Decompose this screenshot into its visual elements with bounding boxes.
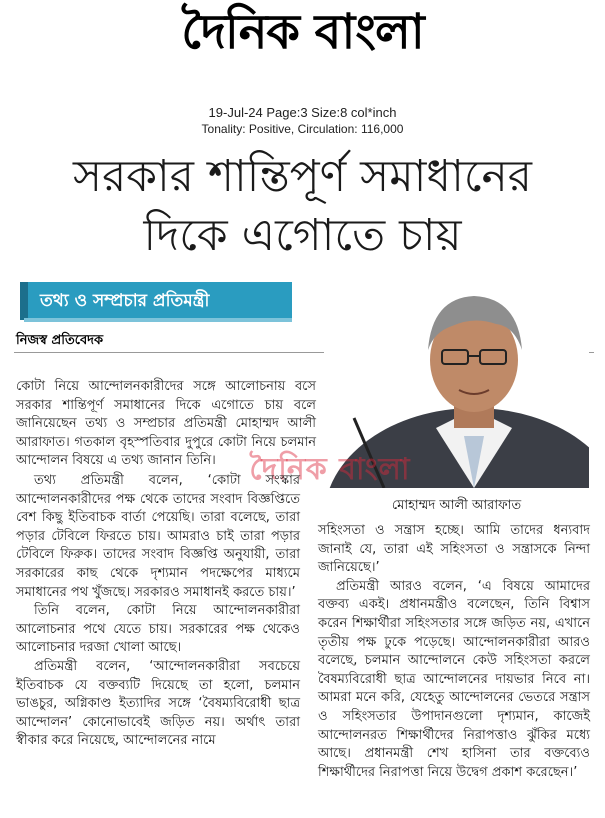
paragraph: তথ্য প্রতিমন্ত্রী বলেন, ‘কোটা সংস্কার আন্দোলনকারীদের পক্ষ থেকে তাদের সংবাদ বিজ্ঞপ্তিতে বেশ কিছু ইতিবাচক বার্তা পেয়েছি। তারা বলেছে, তারা পড়ার টেবিলে ফিরতে চায়। আমরাও চাই তারা পড়ার টেবিলে ফিরুক। তাদের সংবাদ বিজ্ঞপ্তি অনুযায়ী, তারা সরকারের কাছ থেকে দৃশ্যমান পদক্ষেপের মাধ্যমে সমাধানের পথ খুঁজছে। সরকারও সমাধানই করতে চায়।’ (16, 473, 300, 600)
byline: নিজস্ব প্রতিবেদক (16, 333, 104, 348)
article-intro (16, 378, 316, 471)
tag-banner-underline (24, 318, 292, 322)
clipping-meta-date: 19-Jul-24 Page:3 Size:8 col*inch (208, 105, 397, 120)
paragraph: কোটা নিয়ে আন্দোলনকারীদের সঙ্গে আলোচনায় বসে সরকার শান্তিপূর্ণ সমাধানের দিকে এগোতে চায় বলে জানিয়েছেন তথ্য ও সম্প্রচার প্রতিমন্ত্রী মোহাম্মদ আলী আরাফাত। গতকাল বৃহস্পতিবার দুপুরে কোটা নিয়ে চলমান আন্দোলন বিষয়ে এ তথ্য জানান তিনি। (16, 379, 316, 469)
headline-line-2: দিকে এগোতে চায় (143, 210, 462, 261)
article-column-left (16, 472, 300, 751)
tag-banner (20, 282, 292, 320)
paragraph: তিনি বলেন, কোটা নিয়ে আন্দোলনকারীরা আলোচনার পথে যেতে চায়। সরকারের পক্ষ থেকেও আলোচনার দরজা খোলা আছে। (16, 603, 300, 656)
headline-line-1: সরকার শান্তিপূর্ণ সমাধানের (73, 151, 532, 202)
paragraph: প্রতিমন্ত্রী বলেন, ‘আন্দোলনকারীরা সবচেয়ে ইতিবাচক যে বক্তব্যটি দিয়েছে তা হলো, চলমান ভাঙচুর, অগ্নিকাণ্ড ইত্যাদির সঙ্গে ‘বৈষম্যবিরোধী ছাত্র আন্দোলন’ কোনোভাবেই জড়িত নয়। অর্থাৎ তারা স্বীকার করে নিয়েছে, আন্দোলনের নামে (16, 658, 300, 749)
paragraph: সহিংসতা ও সন্ত্রাস হচ্ছে। আমি তাদের ধন্যবাদ জানাই যে, তারা এই সহিংসতা ও সন্ত্রাসকে নিন্দা জানিয়েছে।’ (318, 523, 590, 576)
paragraph: প্রতিমন্ত্রী আরও বলেন, ‘এ বিষয়ে আমাদের বক্তব্য একই। প্রধানমন্ত্রীও বলেছেন, তিনি বিশ্বাস করেন শিক্ষার্থীরা সহিংসতার সঙ্গে জড়িত নয়, এখানে তৃতীয় পক্ষ ঢুকে পড়েছে। আন্দোলনকারীরা আরও বলেছে, চলমান আন্দোলনে কেউ সহিংসতা করলে বৈষম্যবিরোধী ছাত্র আন্দোলনের দায়ভার নিবে না। আমরা মনে করি, যেহেতু আন্দোলনের ভেতরে সন্ত্রাস ও সহিংসতার উপাদানগুলো দৃশ্যমান, কাজেই আন্দোলনরত শিক্ষার্থীদের নিরাপত্তাও ঝুঁকির মধ্যে আছে। প্রধানমন্ত্রী শেখ হাসিনা তার বক্তব্যেও শিক্ষার্থীদের নিরাপত্তা নিয়ে উদ্বেগ প্রকাশ করেছেন।’ (318, 578, 590, 780)
photo-caption: মোহাম্মদ আলী আরাফাত (391, 498, 522, 513)
tag-banner-label: তথ্য ও সম্প্রচার প্রতিমন্ত্রী (40, 291, 210, 311)
watermark: দৈনিক বাংলা (249, 452, 411, 487)
newspaper-logo: দৈনিক বাংলা (181, 4, 424, 60)
article-column-right (318, 522, 590, 782)
masthead (0, 4, 605, 60)
clipping-meta-tonality: Tonality: Positive, Circulation: 116,000 (201, 122, 404, 136)
